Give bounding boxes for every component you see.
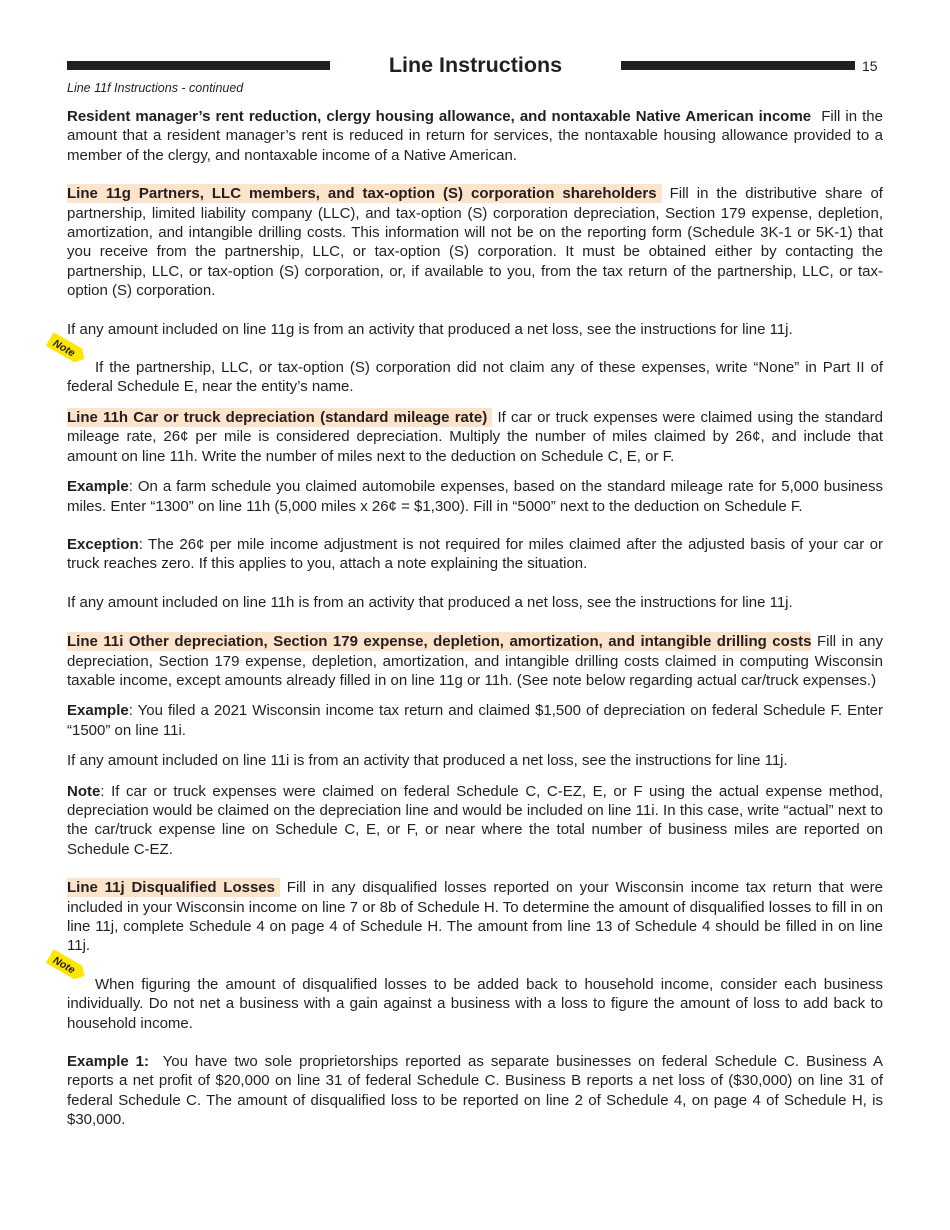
label-note-actual-expense: Note xyxy=(67,782,101,800)
paragraph-example-11h xyxy=(67,477,883,516)
note-icon-label: Note xyxy=(50,954,78,977)
paragraph-line-11h xyxy=(67,408,883,466)
text-line-11i: Fill in any depreciation, Section 179 expense, depletion, amortization, and intangible drilling costs claimed in computing Wisconsin taxable income, except amounts already filled in on line 11g or 11h. (See note below regarding actual car/truck expenses.) xyxy=(67,633,883,689)
note-block-2 xyxy=(50,954,883,1033)
note-text-1 xyxy=(67,358,883,397)
paragraph-resident-manager xyxy=(67,107,883,165)
heading-line-11g: Line 11g Partners, LLC members, and tax-option (S) corporation shareholders xyxy=(67,184,662,203)
paragraph-line-11i xyxy=(67,632,883,690)
page-number: 15 xyxy=(862,58,878,74)
note-text-2 xyxy=(67,975,883,1033)
text-example-11i: : You filed a 2021 Wisconsin income tax return and claimed $1,500 of depreciation on federal Schedule F. Enter “1500” on line 11i. xyxy=(67,702,883,739)
instructions-body xyxy=(50,107,884,1130)
header-rule-left xyxy=(67,61,330,70)
text-line-11g: Fill in the distributive share of partnership, limited liability company (LLC), and tax-option (S) corporation depreciation, Section 179 expense, depletion, amortization, and intangible drilling costs. This information will not be on the reporting form (Schedule 3K-1 or 5K-1) that you receive from the partnership, LLC, or tax-option (S) corporation. It must be obtained either by contacting the partnership, LLC, or tax-option (S) corporation, or, if available to you, from the tax return of the partnership, LLC, or tax-option (S) corporation. xyxy=(67,185,883,300)
paragraph-line-11i-net-loss: If any amount included on line 11i is from an activity that produced a net loss, see the instructions for line 11j. xyxy=(67,752,788,770)
label-example-1: Example 1: xyxy=(67,1053,149,1071)
text-line-11j: Fill in any disqualified losses reported on your Wisconsin income tax return that were included in your Wisconsin income on line 7 or 8b of Schedule H. To determine the amount of disqualified losses to fill in on line 11j, complete Schedule 4 on page 4 of Schedule H. The amount from line 13 of Schedule 4 should be filled in on line 11j. xyxy=(67,879,884,955)
label-example-11i: Example xyxy=(67,702,129,720)
heading-line-11j: Line 11j Disqualified Losses xyxy=(67,878,280,897)
text-resident-manager: Fill in the amount that a resident manager’s rent is reduced in return for services, the nontaxable housing allowance provided to a member of the clergy, and nontaxable income of a Native American. xyxy=(67,108,883,164)
text-note-actual-expense: : If car or truck expenses were claimed on federal Schedule C, C-EZ, E, or F using the actual expense method, depreciation would be claimed on the depreciation line and would be included on line 11i. In this case, write “actual” next to the car/truck expense line on Schedule C, E, or F, or near where the total number of business miles are reported on Schedule C-EZ. xyxy=(67,782,883,858)
paragraph-note-actual-expense xyxy=(67,782,883,860)
note-icon-label: Note xyxy=(50,337,78,360)
paragraph-line-11h-net-loss: If any amount included on line 11h is from an activity that produced a net loss, see the instructions for line 11j. xyxy=(67,593,793,611)
page-header xyxy=(0,53,950,77)
text-example-1: You have two sole proprietorships reported as separate businesses on federal Schedule C. Business A reports a net profit of $20,000 on line 31 of federal Schedule C. Business B reports a net loss of ($30,000) on line 31 of federal Schedule C. The amount of disqualified loss to be reported on line 2 of Schedule 4, on page 4 of Schedule H, is $30,000. xyxy=(67,1053,883,1129)
paragraph-example-1 xyxy=(67,1052,883,1130)
text-example-11h: : On a farm schedule you claimed automobile expenses, based on the standard mileage rate for 5,000 business miles. Enter “1300” on line 11h (5,000 miles x 26¢ = $1,300). Fill in “5000” next to the deduction on Schedule F. xyxy=(67,478,883,515)
heading-resident-manager: Resident manager’s rent reduction, clergy housing allowance, and nontaxable Native American income xyxy=(67,108,812,125)
label-example-11h: Example xyxy=(67,478,129,496)
heading-line-11i: Line 11i Other depreciation, Section 179 expense, depletion, amortization, and intangible drilling costs xyxy=(67,633,812,651)
note-text-2-content: When figuring the amount of disqualified losses to be added back to household income, consider each business individually. Do not net a business with a gain against a business with a loss to figure the amount of loss to add back to household income. xyxy=(67,975,883,1032)
continued-label: Line 11f Instructions - continued xyxy=(67,81,244,95)
label-exception: Exception xyxy=(67,535,139,553)
paragraph-line-11g xyxy=(67,184,883,300)
text-line-11h: If car or truck expenses were claimed using the standard mileage rate, 26¢ per mile is considered depreciation. Multiply the number of miles claimed by 26¢, and include that amount on line 11h. Write the number of miles next to the deduction on Schedule C, E, or F. xyxy=(67,408,883,465)
heading-line-11h: Line 11h Car or truck depreciation (standard mileage rate) xyxy=(67,408,492,427)
note-block-1 xyxy=(50,337,883,397)
page-title: Line Instructions xyxy=(388,53,563,77)
paragraph-exception xyxy=(67,535,883,574)
paragraph-line-11g-net-loss: If any amount included on line 11g is from an activity that produced a net loss, see the instructions for line 11j. xyxy=(67,320,793,338)
text-exception: : The 26¢ per mile income adjustment is not required for miles claimed after the adjusted basis of your car or truck reaches zero. If this applies to you, attach a note explaining the situation. xyxy=(67,535,883,573)
note-text-1-content: If the partnership, LLC, or tax-option (S) corporation did not claim any of these expenses, write “None” in Part II of federal Schedule E, near the entity’s name. xyxy=(67,359,883,396)
paragraph-line-11j xyxy=(67,878,883,956)
paragraph-example-11i xyxy=(67,701,883,740)
header-rule-right xyxy=(621,61,855,70)
